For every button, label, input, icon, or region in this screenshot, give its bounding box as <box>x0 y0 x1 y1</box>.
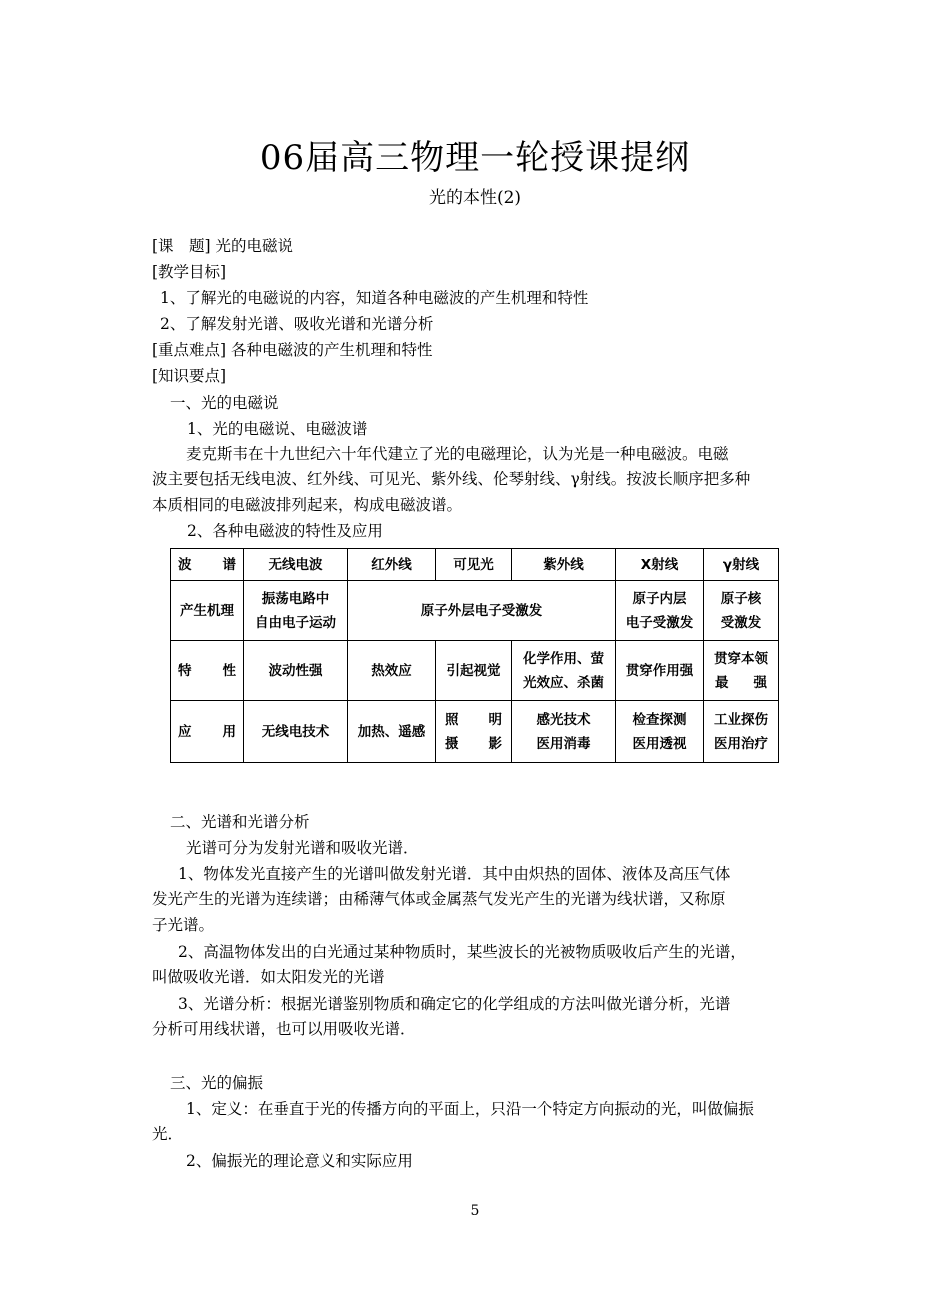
header-gamma: γ射线 <box>704 549 779 581</box>
application-label-b: 用 <box>222 723 236 740</box>
application-visible <box>436 701 512 763</box>
property-label-b: 性 <box>222 662 236 679</box>
production-outer: 原子外层电子受激发 <box>348 581 616 641</box>
property-label-a: 特 <box>178 662 192 679</box>
application-xray-l2: 医用透视 <box>632 735 687 752</box>
production-gamma-l1: 原子核 <box>720 590 762 607</box>
spectrum-table-wrap <box>170 548 778 762</box>
section2-p1-line2: 发光产生的光谱为连续谱；由稀薄气体或金属蒸气发光产生的光谱为线状谱，又称原 <box>152 890 726 908</box>
section1-para-line1: 麦克斯韦在十九世纪六十年代建立了光的电磁理论，认为光是一种电磁波。电磁 <box>186 445 729 463</box>
production-radio-l2: 自由电子运动 <box>255 614 336 631</box>
header-label-cell <box>171 549 244 581</box>
property-gamma-l2a: 最 <box>715 674 729 691</box>
application-visible-l1b: 明 <box>488 711 502 728</box>
application-label-a: 应 <box>178 723 192 740</box>
section3-p1-line2: 光． <box>152 1125 184 1143</box>
property-uv-l2: 光效应、杀菌 <box>523 674 604 691</box>
application-uv-l2: 医用消毒 <box>536 735 591 752</box>
header-infrared: 红外线 <box>348 549 436 581</box>
section1-sub1: 1、光的电磁说、电磁波谱 <box>187 420 368 438</box>
property-label-cell <box>171 641 244 701</box>
property-visible: 引起视觉 <box>436 641 512 701</box>
property-gamma <box>704 641 779 701</box>
header-visible: 可见光 <box>436 549 512 581</box>
section1-sub2: 2、各种电磁波的特性及应用 <box>187 522 383 540</box>
header-label-a: 波 <box>178 556 192 573</box>
application-infrared: 加热、遥感 <box>348 701 436 763</box>
application-xray-l1: 检查探测 <box>632 711 687 728</box>
table-row <box>171 549 779 581</box>
page-number: 5 <box>470 1203 480 1219</box>
property-ultraviolet <box>512 641 616 701</box>
application-radio: 无线电技术 <box>244 701 348 763</box>
header-label-b: 谱 <box>222 556 236 573</box>
application-visible-l1a: 照 <box>445 711 459 728</box>
section2-intro: 光谱可分为发射光谱和吸收光谱． <box>186 839 419 857</box>
table-row <box>171 581 779 641</box>
section2-p3-line1: 3、光谱分析：根据光谱鉴别物质和确定它的化学组成的方法叫做光谱分析，光谱 <box>178 995 731 1013</box>
header-ultraviolet: 紫外线 <box>512 549 616 581</box>
section2-p1-line3: 子光谱。 <box>152 916 215 934</box>
section2-p1-line1: 1、物体发光直接产生的光谱叫做发射光谱．其中由炽热的固体、液体及高压气体 <box>178 865 731 883</box>
header-xray: X射线 <box>616 549 704 581</box>
section1-para-line3: 本质相同的电磁波排列起来，构成电磁波谱。 <box>152 496 463 514</box>
knowledge-heading: [知识要点] <box>152 367 227 385</box>
section3-heading: 三、光的偏振 <box>170 1074 264 1092</box>
topic-line: [课 题] 光的电磁说 <box>152 237 294 255</box>
goal-1: 1、了解光的电磁说的内容，知道各种电磁波的产生机理和特性 <box>160 289 589 307</box>
production-xray <box>616 581 704 641</box>
document-title: 06届高三物理一轮授课提纲 <box>259 138 691 178</box>
production-xray-l2: 电子受激发 <box>625 614 694 631</box>
property-gamma-l1: 贯穿本领 <box>714 650 768 667</box>
table-row <box>171 641 779 701</box>
application-label-cell <box>171 701 244 763</box>
section1-heading: 一、光的电磁说 <box>170 394 279 412</box>
spectrum-table <box>170 548 779 763</box>
application-gamma-l1: 工业探伤 <box>714 711 768 728</box>
section3-p2: 2、偏振光的理论意义和实际应用 <box>186 1152 413 1170</box>
application-uv-l1: 感光技术 <box>536 711 591 728</box>
application-visible-l2a: 摄 <box>445 735 459 752</box>
property-uv-l1: 化学作用、萤 <box>523 650 604 667</box>
property-gamma-l2b: 强 <box>753 674 767 691</box>
section3-p1-line1: 1、定义：在垂直于光的传播方向的平面上，只沿一个特定方向振动的光，叫做偏振 <box>186 1100 754 1118</box>
document-subtitle: 光的本性(2) <box>428 188 522 208</box>
application-ultraviolet <box>512 701 616 763</box>
section1-para-line2: 波主要包括无线电波、红外线、可见光、紫外线、伦琴射线、γ射线。按波长顺序把多种 <box>152 470 751 488</box>
property-radio: 波动性强 <box>244 641 348 701</box>
section2-heading: 二、光谱和光谱分析 <box>170 813 310 831</box>
section2-p2-line2: 叫做吸收光谱．如太阳发光的光谱 <box>152 968 385 986</box>
application-visible-l2b: 影 <box>488 735 502 752</box>
section2-p3-line2: 分析可用线状谱，也可以用吸收光谱． <box>152 1020 416 1038</box>
production-xray-l1: 原子内层 <box>632 590 687 607</box>
section2-p2-line1: 2、高温物体发出的白光通过某种物质时，某些波长的光被物质吸收后产生的光谱， <box>178 943 746 961</box>
goals-heading: [教学目标] <box>152 263 227 281</box>
key-points: [重点难点] 各种电磁波的产生机理和特性 <box>152 341 433 359</box>
property-infrared: 热效应 <box>348 641 436 701</box>
property-xray: 贯穿作用强 <box>616 641 704 701</box>
production-label: 产生机理 <box>171 581 244 641</box>
production-gamma <box>704 581 779 641</box>
application-xray <box>616 701 704 763</box>
production-radio-l1: 振荡电路中 <box>261 590 330 607</box>
goal-2: 2、了解发射光谱、吸收光谱和光谱分析 <box>160 315 434 333</box>
header-radio: 无线电波 <box>244 549 348 581</box>
application-gamma <box>704 701 779 763</box>
production-gamma-l2: 受激发 <box>720 614 762 631</box>
table-row <box>171 701 779 763</box>
application-gamma-l2: 医用治疗 <box>714 735 768 752</box>
production-radio <box>244 581 348 641</box>
